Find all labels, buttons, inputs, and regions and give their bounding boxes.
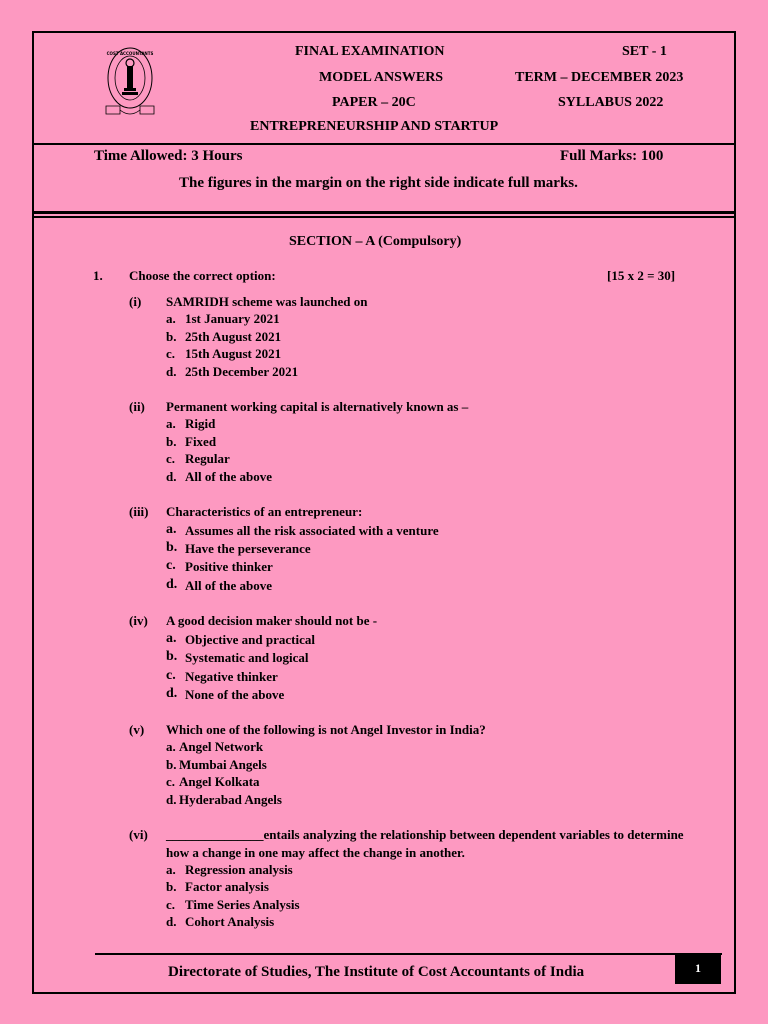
sub-question-number: (i) (129, 294, 142, 309)
model-answers: MODEL ANSWERS (319, 70, 444, 85)
option-text: None of the above (185, 687, 285, 702)
logo-text: COST ACCOUNTANTS (106, 51, 154, 56)
option-letter: c. (166, 346, 176, 361)
option-text: All of the above (185, 578, 273, 593)
footer-text: Directorate of Studies, The Institute of Cost Accountants of India (168, 964, 585, 980)
option-text: 1st January 2021 (185, 311, 280, 326)
option-letter: b. (166, 434, 177, 449)
option-text: Regular (185, 451, 230, 466)
option-letter: c. (166, 897, 176, 912)
option-letter: a. (166, 311, 176, 326)
option-text: Regression analysis (185, 862, 293, 877)
option-letter: c. (166, 668, 176, 683)
option-letter: c. (166, 774, 176, 789)
sub-question-text: Characteristics of an entrepreneur: (166, 504, 363, 519)
option-letter: a. (166, 739, 176, 754)
option-letter: c. (166, 558, 176, 573)
syllabus: SYLLABUS 2022 (558, 95, 664, 110)
sub-question-text-continued: how a change in one may affect the change in another. (166, 845, 465, 860)
option-text: 15th August 2021 (185, 346, 282, 361)
sub-question-text: SAMRIDH scheme was launched on (166, 294, 368, 309)
paper-code: PAPER – 20C (332, 95, 416, 110)
time-allowed: Time Allowed: 3 Hours (94, 148, 243, 164)
term: TERM – DECEMBER 2023 (515, 70, 684, 85)
sub-question-text: Permanent working capital is alternatively known as – (166, 399, 469, 414)
option-text: Time Series Analysis (185, 897, 300, 912)
option-letter: a. (166, 416, 176, 431)
option-text: Factor analysis (185, 879, 269, 894)
option-letter: d. (166, 469, 177, 484)
option-text: Hyderabad Angels (179, 792, 282, 807)
option-text: All of the above (185, 469, 273, 484)
footer-rule (95, 953, 722, 955)
marks-note: The figures in the margin on the right side indicate full marks. (179, 175, 578, 191)
option-letter: d. (166, 792, 177, 807)
sub-question-number: (iv) (129, 613, 148, 628)
question-text: Choose the correct option: (129, 268, 276, 283)
option-letter: a. (166, 862, 176, 877)
option-text: Mumbai Angels (179, 757, 267, 772)
option-letter: d. (166, 914, 177, 929)
option-letter: b. (166, 757, 177, 772)
option-text: 25th December 2021 (185, 364, 299, 379)
sub-question-number: (v) (129, 722, 145, 737)
option-text: Objective and practical (185, 632, 315, 647)
option-text: Systematic and logical (185, 650, 309, 665)
option-letter: d. (166, 577, 178, 592)
option-letter: d. (166, 364, 177, 379)
option-letter: c. (166, 451, 176, 466)
sub-question-text: _______________entails analyzing the relationship between dependent variables to determine (166, 827, 684, 842)
subject: ENTREPRENEURSHIP AND STARTUP (250, 119, 499, 134)
question-number: 1. (93, 268, 103, 283)
option-letter: a. (166, 522, 177, 537)
option-text: 25th August 2021 (185, 329, 282, 344)
option-letter: b. (166, 879, 177, 894)
option-text: Fixed (185, 434, 217, 449)
option-letter: b. (166, 329, 177, 344)
section-title: SECTION – A (Compulsory) (289, 234, 462, 249)
option-text: Have the perseverance (185, 541, 311, 556)
sub-question-text: Which one of the following is not Angel Investor in India? (166, 722, 486, 737)
option-letter: d. (166, 686, 178, 701)
option-text: Rigid (185, 416, 216, 431)
option-letter: b. (166, 649, 178, 664)
option-letter: a. (166, 631, 177, 646)
option-text: Angel Kolkata (179, 774, 260, 789)
set-number: SET - 1 (622, 44, 667, 59)
option-text: Positive thinker (185, 559, 273, 574)
sub-question-text: A good decision maker should not be - (166, 613, 378, 628)
sub-question-number: (iii) (129, 504, 149, 519)
option-text: Negative thinker (185, 669, 278, 684)
sub-question-number: (vi) (129, 827, 148, 842)
sub-question-number: (ii) (129, 399, 145, 414)
option-letter: b. (166, 540, 178, 555)
question-marks: [15 x 2 = 30] (607, 268, 676, 283)
exam-title: FINAL EXAMINATION (295, 44, 445, 59)
full-marks: Full Marks: 100 (560, 148, 664, 164)
option-text: Angel Network (179, 739, 264, 754)
option-text: Cohort Analysis (185, 914, 275, 929)
option-text: Assumes all the risk associated with a venture (185, 523, 439, 538)
page-number: 1 (675, 954, 721, 984)
